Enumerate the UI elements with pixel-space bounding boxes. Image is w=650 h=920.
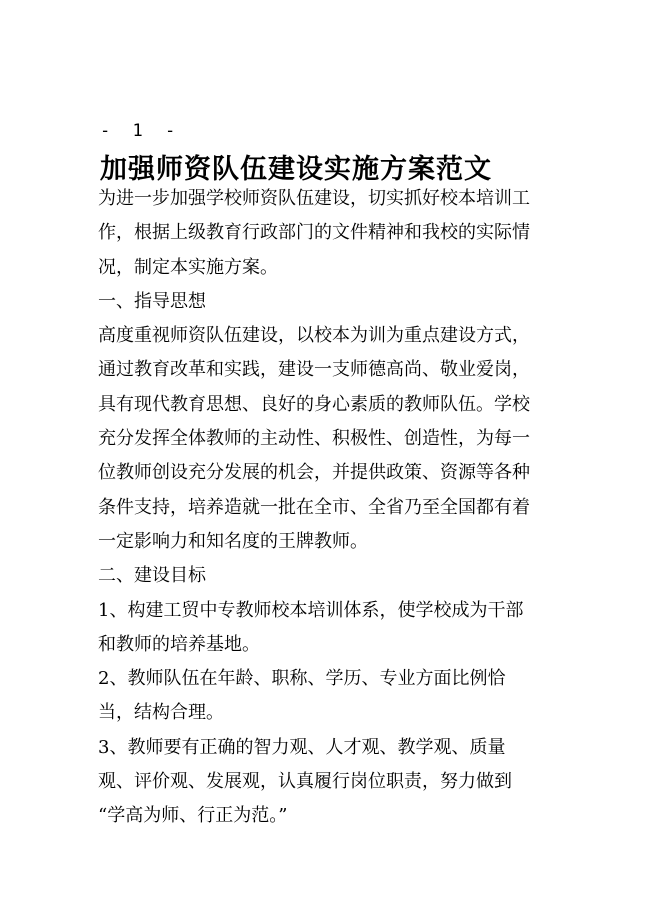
body-line: 条件支持，培养造就一批在全市、全省乃至全国都有着 <box>98 496 530 518</box>
body-line: 况，制定本实施方案。 <box>98 256 278 278</box>
body-line: “学高为师、行正为范。” <box>98 805 288 827</box>
body-line: 1、构建工贸中专教师校本培训体系，使学校成为干部 <box>98 599 524 621</box>
body-line: 当，结构合理。 <box>98 702 224 724</box>
body-line: 具有现代教育思想、良好的身心素质的教师队伍。学校 <box>98 393 530 415</box>
page-number: - 1 - <box>100 121 182 141</box>
document-body <box>98 182 558 834</box>
body-line: 通过教育改革和实践，建设一支师德高尚、敬业爱岗， <box>98 359 530 381</box>
body-line: 作，根据上级教育行政部门的文件精神和我校的实际情 <box>98 222 530 244</box>
body-line: 充分发挥全体教师的主动性、积极性、创造性，为每一 <box>98 428 530 450</box>
body-line: 高度重视师资队伍建设，以校本为训为重点建设方式， <box>98 325 530 347</box>
body-line: 一定影响力和知名度的王牌教师。 <box>98 530 368 552</box>
body-line: 和教师的培养基地。 <box>98 633 260 655</box>
body-line: 2、教师队伍在年龄、职称、学历、专业方面比例恰 <box>98 668 506 690</box>
section-heading: 二、建设目标 <box>98 565 206 587</box>
document-title: 加强师资队伍建设实施方案范文 <box>100 154 492 185</box>
body-line: 位教师创设充分发展的机会，并提供政策、资源等各种 <box>98 462 530 484</box>
body-line: 观、评价观、发展观，认真履行岗位职责，努力做到 <box>98 771 512 793</box>
body-line: 3、教师要有正确的智力观、人才观、教学观、质量 <box>98 736 506 758</box>
body-line: 为进一步加强学校师资队伍建设，切实抓好校本培训工 <box>98 188 530 209</box>
section-heading: 一、指导思想 <box>98 290 206 312</box>
